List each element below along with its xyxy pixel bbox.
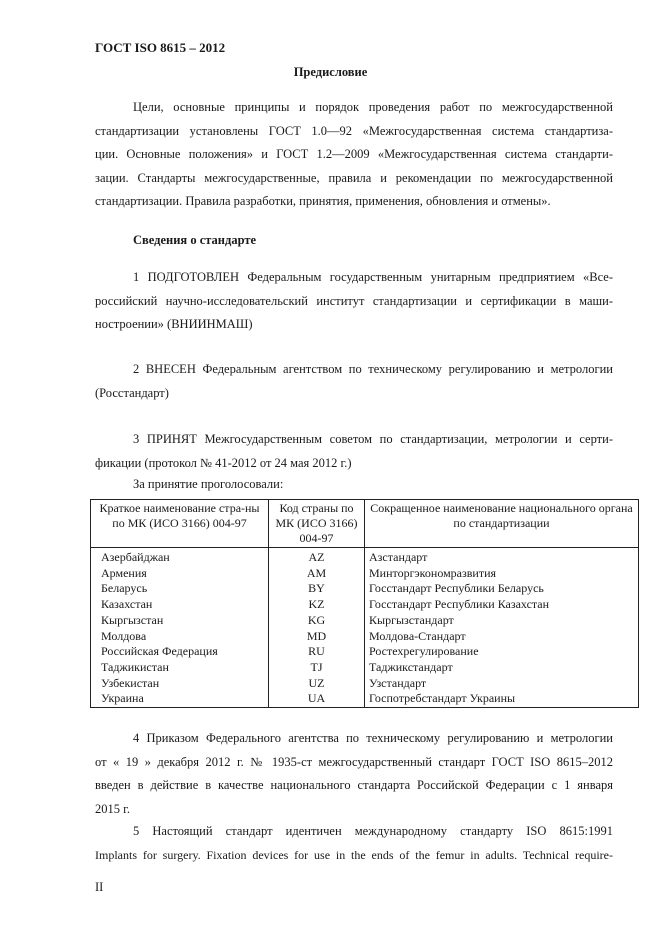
body-cell: Ростехрегулирование (365, 644, 639, 660)
country-cell: Казахстан (91, 597, 269, 613)
country-cell: Азербайджан (91, 548, 269, 566)
code-cell: TJ (269, 660, 365, 676)
country-cell: Украина (91, 691, 269, 707)
table-row (91, 644, 639, 660)
table-header-row (91, 500, 639, 548)
country-cell: Кыргызстан (91, 613, 269, 629)
country-cell: Узбекистан (91, 676, 269, 692)
country-cell: Молдова (91, 629, 269, 645)
table-row (91, 660, 639, 676)
text-line: 1 ПОДГОТОВЛЕН Федеральным государственным унитарным предприятием «Все- (133, 270, 613, 284)
code-cell: KZ (269, 597, 365, 613)
column-header-code: Код страны по МК (ИСО 3166) 004-97 (269, 500, 365, 548)
text-line: 3 ПРИНЯТ Межгосударственным советом по стандартизации, метрологии и серти- (133, 432, 613, 446)
code-cell: UA (269, 691, 365, 707)
country-cell: Армения (91, 566, 269, 582)
text-line: фикации (протокол № 41-2012 от 24 мая 2012 г.) (95, 455, 352, 470)
text-line: 2 ВНЕСЕН Федеральным агентством по техническому регулированию и метрологии (133, 362, 613, 376)
table-row (91, 629, 639, 645)
column-header-country: Краткое наименование стра-ны по МК (ИСО 3166) 004-97 (91, 500, 269, 548)
voting-table (90, 499, 639, 708)
text-line: 5 Настоящий стандарт идентичен международному стандарту ISO 8615:1991 (133, 824, 613, 838)
code-cell: AZ (269, 548, 365, 566)
text-line: ностроении» (ВНИИНМАШ) (95, 317, 253, 331)
text-line: ции. Основные положения» и ГОСТ 1.2—2009 «Межгосударственная система стандарти- (95, 147, 613, 161)
text-line: Цели, основные принципы и порядок проведения работ по межгосударственной (133, 100, 613, 114)
text-line: 2015 г. (95, 801, 130, 816)
text-line: Implants for surgery. Fixation devices for use in the ends of the femur in adults. Technical require- (95, 847, 613, 862)
body-cell: Узстандарт (365, 676, 639, 692)
text-line: российский научно-исследовательский институт стандартизации и сертификации в маши- (95, 293, 613, 308)
table-row (91, 676, 639, 692)
body-cell: Минторгэкономразвития (365, 566, 639, 582)
table-row (91, 597, 639, 613)
table-row (91, 691, 639, 707)
table-row (91, 548, 639, 566)
section-title: Сведения о стандарте (133, 233, 257, 247)
item-4-paragraph (95, 727, 613, 821)
body-cell: Кыргызстандарт (365, 613, 639, 629)
item-2-paragraph (95, 358, 613, 405)
code-cell: UZ (269, 676, 365, 692)
body-cell: Госстандарт Республики Казахстан (365, 597, 639, 613)
page-number: II (95, 880, 104, 894)
voting-label: За принятие проголосовали: (133, 477, 284, 491)
body-cell: Госстандарт Республики Беларусь (365, 581, 639, 597)
text-line: от « 19 » декабря 2012 г. № 1935-ст межгосударственный стандарт ГОСТ ISO 8615–2012 (95, 754, 613, 769)
body-cell: Госпотребстандарт Украины (365, 691, 639, 707)
country-cell: Таджикистан (91, 660, 269, 676)
item-3-paragraph (95, 428, 613, 475)
table-row (91, 613, 639, 629)
code-cell: BY (269, 581, 365, 597)
column-header-body: Сокращенное наименование национального органа по стандартизации (365, 500, 639, 548)
table-row (91, 566, 639, 582)
code-cell: MD (269, 629, 365, 645)
code-cell: KG (269, 613, 365, 629)
document-id: ГОСТ ISO 8615 – 2012 (95, 40, 226, 55)
text-line: 4 Приказом Федерального агентства по техническому регулированию и метрологии (133, 731, 613, 745)
item-5-paragraph (95, 820, 613, 867)
code-cell: RU (269, 644, 365, 660)
preface-title: Предисловие (293, 65, 368, 79)
text-line: зации. Стандарты межгосударственные, правила и рекомендации по межгосударственной (95, 170, 613, 185)
body-cell: Молдова-Стандарт (365, 629, 639, 645)
table-row (91, 581, 639, 597)
item-1-paragraph (95, 266, 613, 337)
text-line: стандартизации. Правила разработки, принятия, применения, обновления и отмены». (95, 194, 551, 208)
text-line: введен в действие в качестве национального стандарта Российской Федерации с 1 января (95, 778, 613, 792)
country-cell: Российская Федерация (91, 644, 269, 660)
country-cell: Беларусь (91, 581, 269, 597)
body-cell: Азстандарт (365, 548, 639, 566)
text-line: стандартизации установлены ГОСТ 1.0—92 «Межгосударственная система стандартиза- (95, 123, 613, 138)
text-line: (Росстандарт) (95, 385, 169, 400)
preface-paragraph (95, 96, 613, 214)
body-cell: Таджикстандарт (365, 660, 639, 676)
code-cell: AM (269, 566, 365, 582)
